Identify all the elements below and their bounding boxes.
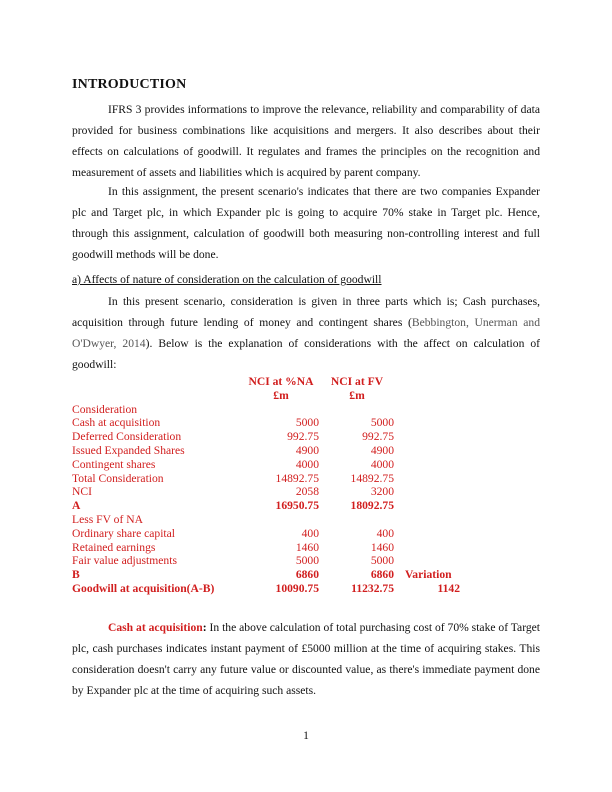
table-row	[72, 472, 492, 486]
value-nci-fv: 14892.75	[350, 471, 394, 485]
table-unit-row	[72, 389, 492, 403]
value-nci-fv: 5000	[370, 554, 394, 568]
row-label: Less FV of NA	[72, 512, 143, 526]
table-row	[72, 513, 492, 527]
table-row	[72, 430, 492, 444]
row-label: Retained earnings	[72, 540, 156, 554]
value-nci-na: 10090.75	[275, 581, 319, 595]
value-nci-fv: 6860	[370, 568, 394, 582]
col2-header: NCI at FV	[330, 375, 384, 388]
value-nci-na: 4900	[295, 443, 319, 457]
value-nci-fv: 4000	[370, 457, 394, 471]
cash-acquisition-text: In the above calculation of total purchasing cost of 70% stake of Target plc, cash purchases indicates instant payment of £5000 million at the time of acquiring stakes. This consideration doesn't carry any future value or discounted value, as there's immediate payment done by Expander plc at the time of acquiring such assets.	[72, 621, 541, 697]
table-row	[72, 527, 492, 541]
value-nci-fv: 3200	[370, 485, 394, 499]
cash-acquisition-label: Cash at acquisition	[108, 621, 203, 634]
col1-header: NCI at %NA	[248, 375, 314, 388]
row-label: Ordinary share capital	[72, 526, 176, 540]
row-label: Consideration	[72, 402, 138, 416]
value-nci-fv: 11232.75	[351, 581, 394, 595]
variation-value: 1142	[437, 581, 460, 595]
variation-label: Variation	[405, 568, 452, 582]
paragraph-cash-acquisition	[72, 617, 540, 701]
value-nci-fv: 992.75	[362, 430, 394, 444]
row-label: Cash at acquisition	[72, 416, 161, 430]
p3-end: ). Below is the explanation of considerations with the affect on calculation of goodwill:	[72, 337, 540, 371]
cash-acquisition-colon: :	[202, 621, 207, 634]
paragraph-assignment: In this assignment, the present scenario's indicates that there are two companies Expander plc and Target plc, in which Expander plc is going to acquire 70% stake in Target plc. Hence, through this assignment, calculation of goodwill both measuring non-controlling interest and full goodwill methods will be done.	[72, 185, 540, 261]
row-label: A	[72, 499, 81, 513]
value-nci-na: 16950.75	[275, 499, 319, 513]
value-nci-na: 4000	[295, 457, 319, 471]
row-label: Total Consideration	[72, 471, 164, 485]
goodwill-table	[72, 375, 492, 596]
table-row	[72, 499, 492, 513]
table-row	[72, 403, 492, 417]
citation: Bebbington, Unerman and O'Dwyer, 2014	[72, 316, 540, 350]
table-row	[72, 554, 492, 568]
row-label: Fair value adjustments	[72, 554, 177, 568]
value-nci-fv: 1460	[370, 540, 394, 554]
value-nci-fv: 5000	[370, 416, 394, 430]
paragraph-ifrs3: IFRS 3 provides informations to improve the relevance, reliability and comparability of data provided for business combinations like acquisitions and mergers. It also describes about their effects on calculations of goodwill. It regulates and frames the principles on the recognition and measurement of assets and liabilities which is acquired by parent company.	[72, 103, 540, 179]
table-row	[72, 541, 492, 555]
row-label: Deferred Consideration	[72, 430, 182, 444]
table-row	[72, 416, 492, 430]
value-nci-na: 400	[301, 526, 319, 540]
value-nci-na: 6860	[295, 568, 319, 582]
value-nci-na: 5000	[295, 554, 319, 568]
row-label: NCI	[72, 485, 92, 499]
subheading-consideration: a) Affects of nature of consideration on the calculation of goodwill	[72, 273, 382, 286]
value-nci-na: 5000	[295, 416, 319, 430]
col2-unit: £m	[349, 388, 365, 402]
table-row	[72, 568, 492, 582]
table-row	[72, 485, 492, 499]
value-nci-na: 1460	[295, 540, 319, 554]
col1-unit: £m	[273, 388, 289, 402]
table-row	[72, 582, 492, 596]
table-row	[72, 458, 492, 472]
row-label: Goodwill at acquisition(A-B)	[72, 581, 215, 595]
p3-start: In this present scenario, consideration is given in three parts which is; Cash purchases, acquisition through future lending of money and contingent shares (	[72, 295, 540, 329]
value-nci-na: 14892.75	[275, 471, 319, 485]
paragraph-consideration	[72, 291, 540, 375]
table-row	[72, 444, 492, 458]
table-body	[72, 403, 492, 596]
section-heading: INTRODUCTION	[72, 77, 187, 92]
value-nci-na: 2058	[295, 485, 319, 499]
value-nci-na: 992.75	[287, 430, 319, 444]
value-nci-fv: 18092.75	[350, 499, 394, 513]
row-label: Issued Expanded Shares	[72, 443, 185, 457]
page-number: 1	[303, 729, 309, 742]
row-label: Contingent shares	[72, 457, 156, 471]
table-header-row	[72, 375, 492, 389]
value-nci-fv: 4900	[370, 443, 394, 457]
value-nci-fv: 400	[376, 526, 394, 540]
row-label: B	[72, 568, 80, 582]
